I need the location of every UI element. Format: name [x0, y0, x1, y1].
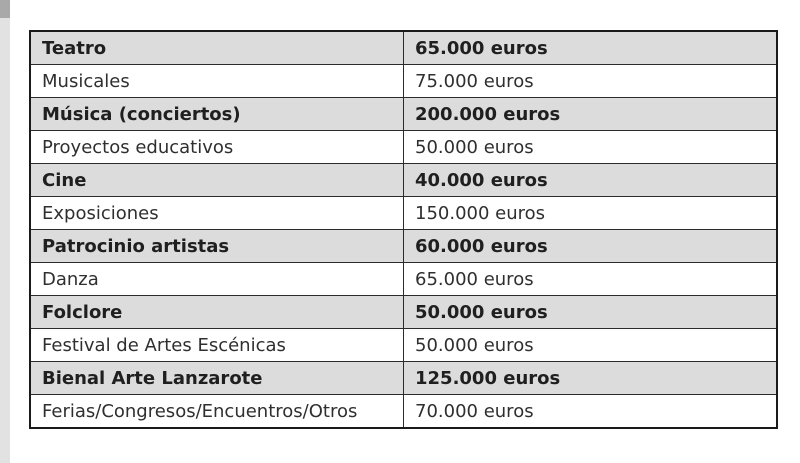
- category-cell: Patrocinio artistas: [30, 230, 404, 263]
- amount-cell: 150.000 euros: [404, 197, 778, 230]
- budget-table-body: [30, 31, 777, 428]
- amount-cell: 65.000 euros: [404, 263, 778, 296]
- table-row: [30, 131, 777, 164]
- category-cell: Bienal Arte Lanzarote: [30, 362, 404, 395]
- amount-cell: 50.000 euros: [404, 296, 778, 329]
- category-cell: Danza: [30, 263, 404, 296]
- table-row: [30, 296, 777, 329]
- amount-cell: 40.000 euros: [404, 164, 778, 197]
- budget-table-container: [29, 30, 776, 429]
- amount-cell: 50.000 euros: [404, 131, 778, 164]
- table-row: [30, 263, 777, 296]
- table-row: [30, 65, 777, 98]
- table-row: [30, 197, 777, 230]
- amount-cell: 125.000 euros: [404, 362, 778, 395]
- table-row: [30, 31, 777, 65]
- category-cell: Musicales: [30, 65, 404, 98]
- scrollbar-track[interactable]: [0, 0, 10, 463]
- category-cell: Ferias/Congresos/Encuentros/Otros: [30, 395, 404, 429]
- table-row: [30, 98, 777, 131]
- category-cell: Teatro: [30, 31, 404, 65]
- table-row: [30, 230, 777, 263]
- category-cell: Cine: [30, 164, 404, 197]
- category-cell: Folclore: [30, 296, 404, 329]
- table-row: [30, 395, 777, 429]
- amount-cell: 60.000 euros: [404, 230, 778, 263]
- amount-cell: 200.000 euros: [404, 98, 778, 131]
- category-cell: Festival de Artes Escénicas: [30, 329, 404, 362]
- table-row: [30, 362, 777, 395]
- category-cell: Exposiciones: [30, 197, 404, 230]
- category-cell: Música (conciertos): [30, 98, 404, 131]
- amount-cell: 70.000 euros: [404, 395, 778, 429]
- budget-table: [29, 30, 778, 429]
- amount-cell: 65.000 euros: [404, 31, 778, 65]
- category-cell: Proyectos educativos: [30, 131, 404, 164]
- table-row: [30, 329, 777, 362]
- amount-cell: 50.000 euros: [404, 329, 778, 362]
- scrollbar-thumb[interactable]: [0, 0, 10, 18]
- amount-cell: 75.000 euros: [404, 65, 778, 98]
- table-row: [30, 164, 777, 197]
